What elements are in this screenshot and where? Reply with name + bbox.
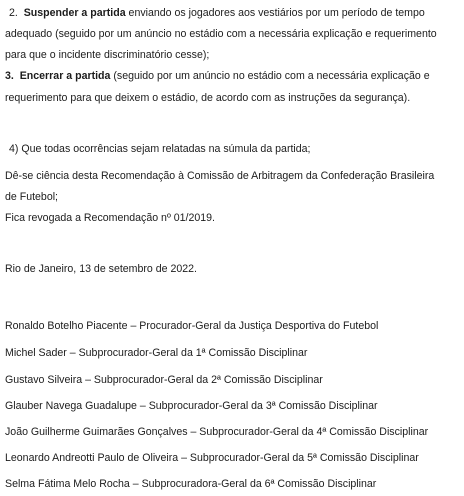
ciencia-line-2 — [5, 191, 58, 204]
signatory-5 — [5, 426, 428, 439]
signatory-2 — [5, 347, 307, 360]
ciencia-line-1 — [5, 170, 434, 183]
item-3-line-2 — [5, 92, 410, 105]
signatory-4 — [5, 400, 378, 413]
signatory-1-text: Ronaldo Botelho Piacente – Procurador-Geral da Justiça Desportiva do Futebol — [5, 320, 379, 332]
revogada-text: Fica revogada a Recomendação nº 01/2019. — [5, 212, 215, 224]
date-text: Rio de Janeiro, 13 de setembro de 2022. — [5, 263, 197, 275]
paragraph-4 — [9, 143, 311, 156]
item-3-action: Encerrar a partida — [19, 70, 111, 82]
item-2-text-3: para que o incidente discriminatório cesse); — [5, 49, 210, 61]
signatory-7 — [5, 478, 376, 491]
revogada-paragraph — [5, 212, 215, 225]
signatory-3 — [5, 374, 323, 387]
signatory-6-text: Leonardo Andreotti Paulo de Oliveira – Subprocurador-Geral da 5ª Comissão Disciplinar — [5, 452, 419, 464]
item-3-number: 3. — [5, 70, 14, 82]
signatory-2-text: Michel Sader – Subprocurador-Geral da 1ª Comissão Disciplinar — [5, 347, 308, 359]
item-2-line-1 — [9, 7, 425, 20]
signatory-6 — [5, 452, 419, 465]
date-line — [5, 263, 197, 276]
item-3-text-2: requerimento para que deixem o estádio, de acordo com as instruções da segurança). — [5, 92, 411, 104]
item-3-line-1 — [5, 70, 430, 83]
signatory-7-text: Selma Fátima Melo Rocha – Subprocuradora-Geral da 6ª Comissão Disciplinar — [5, 478, 377, 490]
signatory-4-text: Glauber Navega Guadalupe – Subprocurador-Geral da 3ª Comissão Disciplinar — [5, 400, 378, 412]
signatory-1 — [5, 320, 378, 333]
ciencia-text-1: Dê-se ciência desta Recomendação à Comissão de Arbitragem da Confederação Brasileira — [5, 170, 435, 182]
item-2-text-1: enviando os jogadores aos vestiários por um período de tempo — [128, 7, 425, 19]
signatory-3-text: Gustavo Silveira – Subprocurador-Geral da 2ª Comissão Disciplinar — [5, 374, 323, 386]
item-2-action: Suspender a partida — [23, 7, 126, 19]
item-2-text-2: adequado (seguido por um anúncio no estádio com a necessária explicação e requerimento — [5, 28, 437, 40]
item-3-text-1: (seguido por um anúncio no estádio com a necessária explicação e — [113, 70, 430, 82]
paragraph-4-text: 4) Que todas ocorrências sejam relatadas na súmula da partida; — [9, 143, 311, 155]
item-2-line-2 — [5, 28, 437, 41]
signatory-5-text: João Guilherme Guimarães Gonçalves – Subprocurador-Geral da 4ª Comissão Disciplinar — [5, 426, 429, 438]
ciencia-text-2: de Futebol; — [5, 191, 59, 203]
item-2-number: 2. — [9, 7, 18, 19]
item-2-line-3 — [5, 49, 209, 62]
